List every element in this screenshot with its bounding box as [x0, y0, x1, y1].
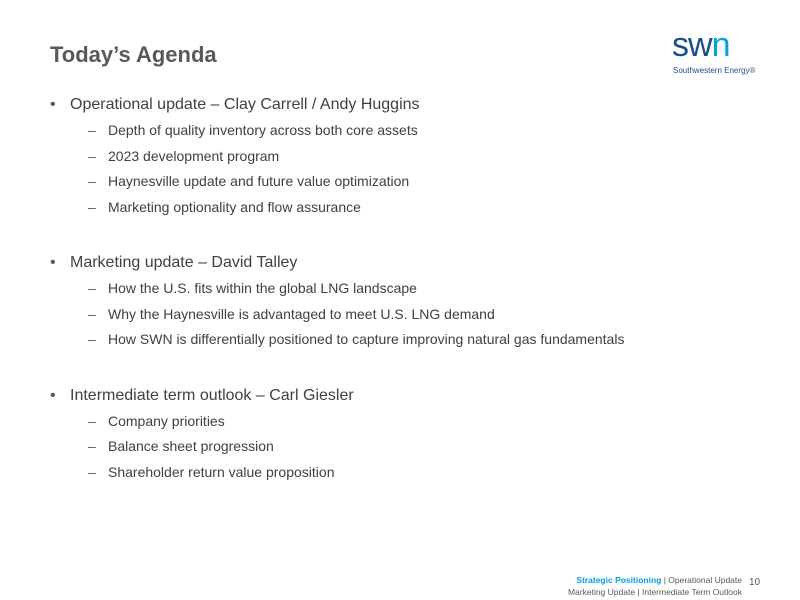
agenda-subitems [50, 122, 770, 224]
footer-navigation [568, 574, 742, 598]
dash-icon: – [88, 331, 96, 347]
agenda-subitem-text: Depth of quality inventory across both core assets [108, 122, 418, 138]
agenda-subitem [50, 306, 770, 332]
agenda-subitem-text: How the U.S. fits within the global LNG landscape [108, 280, 417, 296]
agenda-heading-row [50, 387, 770, 413]
bullet-icon: • [50, 254, 56, 271]
agenda-section [50, 254, 770, 357]
agenda-section [50, 96, 770, 224]
dash-icon: – [88, 147, 96, 164]
dash-icon: – [88, 122, 96, 138]
agenda-subitem-text: Why the Haynesville is advantaged to meet U.S. LNG demand [108, 305, 495, 322]
dash-icon: – [88, 463, 96, 480]
agenda-heading: Intermediate term outlook – Carl Giesler [70, 386, 354, 404]
page-number: 10 [749, 577, 761, 588]
dash-icon: – [88, 305, 96, 322]
footer-line-2: Marketing Update | Intermediate Term Outlook [567, 587, 742, 597]
agenda-heading: Marketing update – David Talley [70, 254, 298, 271]
dash-icon: – [88, 198, 96, 215]
dash-icon: – [88, 280, 96, 296]
agenda-subitem [50, 122, 770, 148]
swn-logo [672, 28, 762, 78]
bullet-icon: • [50, 386, 56, 404]
agenda-subitem [50, 148, 770, 174]
agenda-list [50, 96, 770, 519]
agenda-subitems [50, 280, 770, 357]
agenda-subitem [50, 438, 770, 464]
agenda-subitem [50, 413, 770, 439]
agenda-subitem [50, 280, 770, 306]
agenda-subitem-text: How SWN is differentially positioned to capture improving natural gas fundamentals [108, 331, 625, 347]
bullet-icon: • [50, 96, 56, 113]
logo-wordmark-accent: n [711, 26, 730, 64]
dash-icon: – [88, 438, 96, 454]
agenda-subitem-text: Marketing optionality and flow assurance [108, 198, 361, 215]
agenda-subitem [50, 331, 770, 357]
footer-active-section: Strategic Positioning [576, 575, 662, 585]
agenda-subitem-text: Shareholder return value proposition [108, 463, 335, 480]
agenda-heading-row [50, 254, 770, 280]
logo-wordmark-main: sw [672, 26, 712, 64]
agenda-section [50, 387, 770, 490]
dash-icon: – [88, 173, 96, 189]
agenda-subitem-text: Company priorities [108, 412, 225, 429]
agenda-subitem-text: Balance sheet progression [108, 438, 274, 454]
agenda-subitem-text: Haynesville update and future value optimization [108, 173, 410, 189]
logo-wordmark [672, 28, 729, 62]
agenda-heading-row [50, 96, 770, 122]
slide-title: Today’s Agenda [50, 42, 217, 67]
agenda-subitem-text: 2023 development program [108, 147, 280, 164]
logo-tagline: Southwestern Energy® [673, 66, 756, 75]
agenda-subitem [50, 199, 770, 225]
footer-separator: | [661, 575, 669, 585]
agenda-subitem [50, 173, 770, 199]
footer-line-1 [568, 574, 742, 586]
agenda-subitems [50, 413, 770, 490]
footer-line1-rest: Operational Update [668, 575, 742, 585]
agenda-heading: Operational update – Clay Carrell / Andy Huggins [70, 96, 420, 113]
dash-icon: – [88, 412, 96, 429]
agenda-subitem [50, 464, 770, 490]
